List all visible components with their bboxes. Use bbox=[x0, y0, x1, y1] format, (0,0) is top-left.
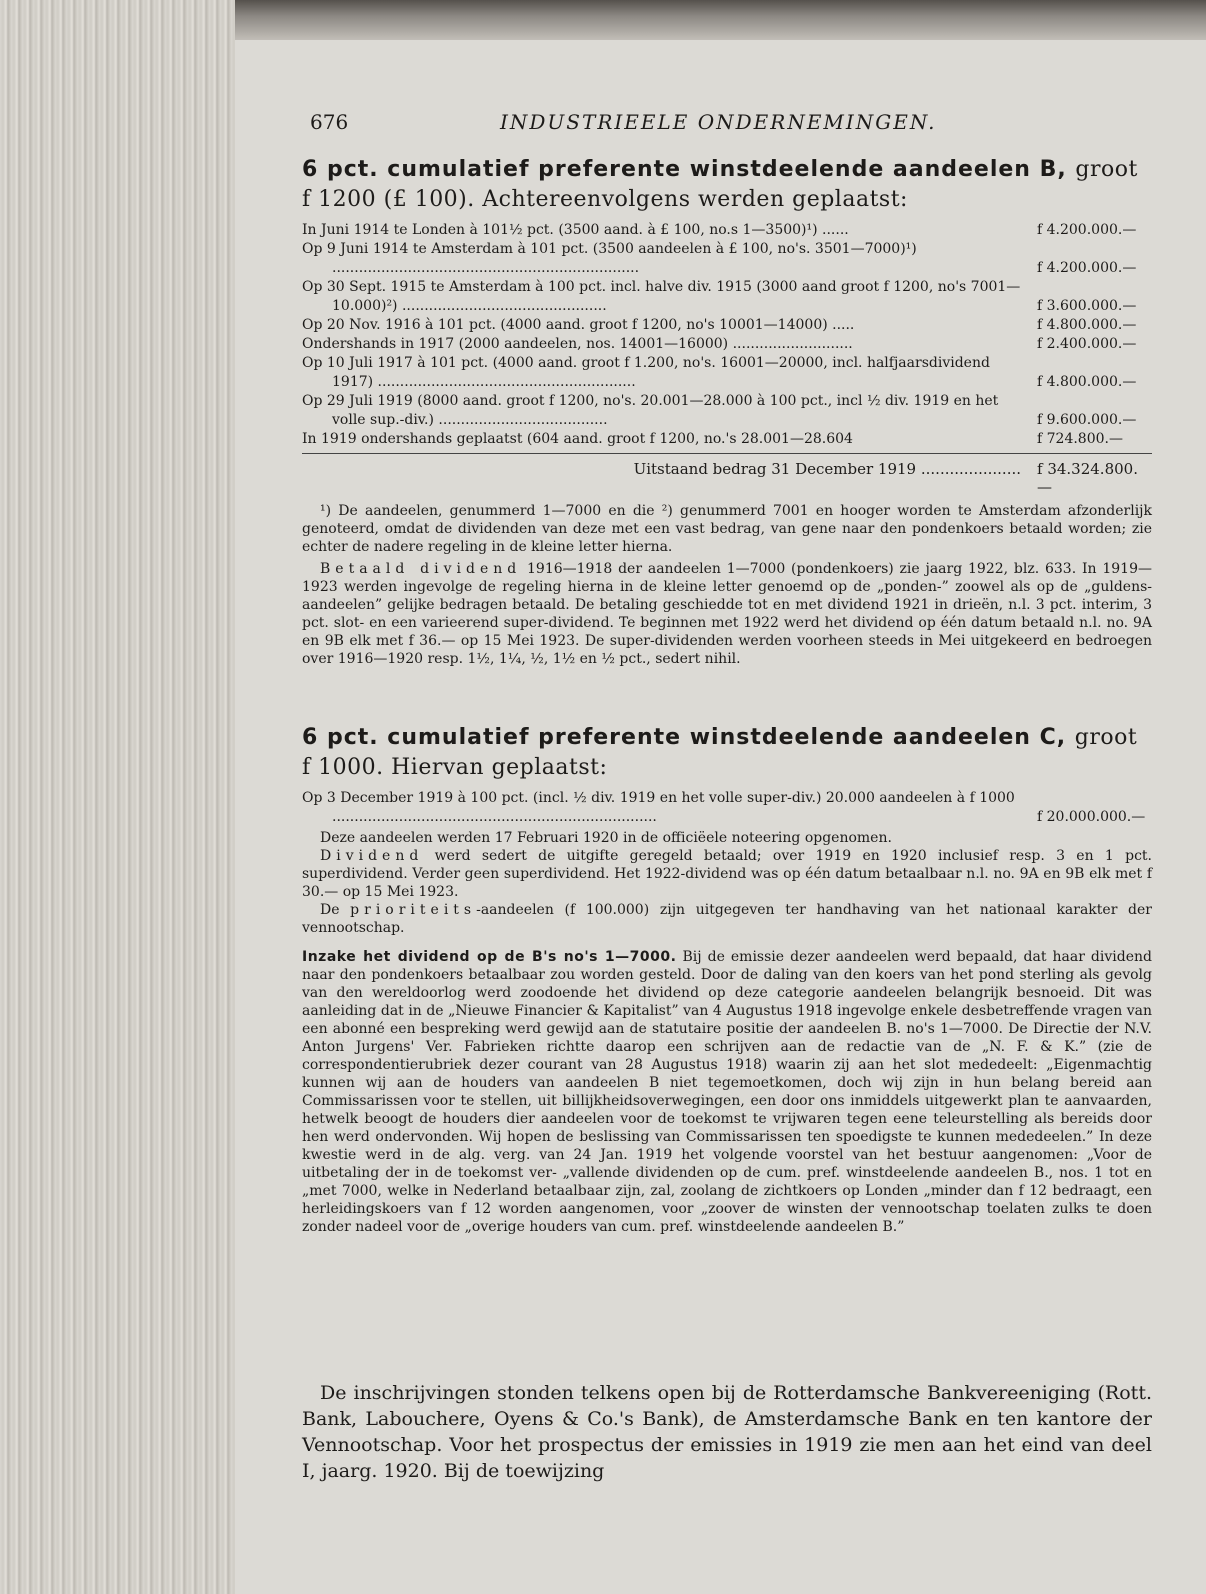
inzake-section bbox=[302, 948, 1152, 1236]
emission-amount: f 4.800.000.— bbox=[1037, 374, 1137, 390]
emission-desc: Op 9 Juni 1914 te Amsterdam à 101 pct. (3500 aandeelen à £ 100, no's. 3501—7000)¹) ..................................................................... bbox=[302, 241, 917, 276]
note-officieele-noteering: Deze aandeelen werden 17 Februari 1920 in de officiëele noteering opgenomen. bbox=[320, 830, 892, 846]
section-c-heading-bold: 6 pct. cumulatief preferente winstdeelende aandeelen C, bbox=[302, 725, 1067, 750]
emission-desc: Op 29 Juli 1919 (8000 aand. groot f 1200, no's. 20.001—28.000 à 100 pct., incl ½ div. 1919 en het volle sup.-div.) ...................................... bbox=[302, 393, 999, 428]
emission-row bbox=[302, 335, 1152, 354]
dividend-paragraph-b bbox=[302, 560, 1152, 668]
emission-amount: f 4.800.000.— bbox=[1037, 317, 1137, 333]
emission-row bbox=[302, 354, 1152, 392]
emission-row bbox=[302, 392, 1152, 430]
footnote: ¹) De aandeelen, genummerd 1—7000 en die ²) genummerd 7001 en hooger worden te Amsterdam afzonderlijk genoteerd, omdat de dividenden van deze met een vast bedrag, van gene naar den pondenkoers betaald worden; zie echter de nadere regeling in de kleine letter hierna. bbox=[302, 503, 1152, 555]
emission-amount: f 724.800.— bbox=[1037, 431, 1123, 447]
closing-paragraph: De inschrijvingen stonden telkens open bij de Rotterdamsche Bankvereeniging (Rott. Bank, Labouchere, Oyens & Co.'s Bank), de Amsterdamsche Bank en ten kantore der Vennootschap. Voor het prospectus der emissies in 1919 zie men aan het eind van deel I, jaarg. 1920. Bij de toewijzing bbox=[302, 1382, 1152, 1482]
dividend-lead: Betaald dividend bbox=[320, 561, 522, 577]
emission-amount: f 3.600.000.— bbox=[1037, 298, 1137, 314]
emission-row bbox=[302, 221, 1152, 240]
dividend-lead: Dividend bbox=[320, 848, 424, 864]
dividend-text: werd sedert de uitgifte geregeld betaald; over 1919 en 1920 inclusief resp. 3 en 1 pct. superdividend. Verder geen superdividend. Het 1922-dividend was op één datum betaalbaar n.l. no. 9A en 9B elk met f 30.— op 15 Mei 1923. bbox=[302, 848, 1152, 900]
priority-lead: prioriteits bbox=[350, 902, 477, 918]
emission-desc: In 1919 ondershands geplaatst (604 aand. groot f 1200, no.'s 28.001—28.604 bbox=[302, 431, 853, 447]
emission-amount: f 4.200.000.— bbox=[1037, 222, 1137, 238]
section-c-heading bbox=[302, 723, 1152, 783]
emission-desc: Op 10 Juli 1917 à 101 pct. (4000 aand. groot f 1.200, no's. 16001—20000, incl. halfjaarsdividend 1917) .......................................................... bbox=[302, 355, 990, 390]
inzake-lead: Inzake het dividend op de B's no's 1—7000. bbox=[302, 949, 677, 965]
emission-desc: Op 3 December 1919 à 100 pct. (incl. ½ div. 1919 en het volle super-div.) 20.000 aandeelen à f 1000 ......................................................................... bbox=[302, 790, 1015, 825]
emission-row bbox=[302, 278, 1152, 316]
emission-desc: In Juni 1914 te Londen à 101½ pct. (3500 aand. à £ 100, no.s 1—3500)¹) ...... bbox=[302, 222, 849, 238]
emission-row bbox=[302, 316, 1152, 335]
section-b bbox=[302, 155, 1152, 668]
total-amount: f 34.324.800.— bbox=[1037, 460, 1138, 496]
book-page-edges bbox=[0, 0, 235, 1594]
closing-section bbox=[302, 1380, 1152, 1484]
page-header bbox=[310, 110, 1190, 140]
total-label: Uitstaand bedrag 31 December 1919 ..................... bbox=[633, 460, 1021, 478]
emission-list-b bbox=[302, 221, 1152, 449]
emission-amount: f 2.400.000.— bbox=[1037, 336, 1137, 352]
page-number: 676 bbox=[310, 110, 349, 134]
dividend-text: 1916—1918 der aandeelen 1—7000 (pondenkoers) zie jaarg 1922, blz. 633. In 1919—1923 werden ingevolge de regeling hierna in de kleine letter genoemd op de „ponden-” zoowel als op de „guldens-aandeelen” gelijke bedragen betaald. De betaling geschiedde tot en met dividend 1921 in drieën, n.l. 3 pct. interim, 3 pct. slot- en een varieerend super-dividend. Te beginnen met 1922 werd het dividend op één datum betaald n.l. no. 9A en 9B elk met f 36.— op 15 Mei 1923. De super-dividenden werden voorheen steeds in Mei uitgekeerd en bedroegen over 1916—1920 resp. 1½, 1¼, ½, 1½ en ½ pct., sedert nihil. bbox=[302, 561, 1152, 667]
priority-pre: De bbox=[320, 902, 351, 918]
emission-desc: Ondershands in 1917 (2000 aandeelen, nos. 14001—16000) ........................... bbox=[302, 336, 853, 352]
inzake-text: Bij de emissie dezer aandeelen werd bepaald, dat haar dividend naar den pondenkoers betaalbaar zou worden gesteld. Door de daling van den koers van het pond sterling als gevolg van den wereldoorlog werd zoodoende het dividend op deze categorie aandeelen belangrijk besnoeid. Dit was aanleiding dat in de „Nieuwe Financier & Kapitalist” van 4 Augustus 1918 ingevolge enkele desbetreffende vragen van een abonné een bespreking werd gewijd aan de statutaire positie der aandeelen B. no's 1—7000. De Directie der N.V. Anton Jurgens' Ver. Fabrieken richtte daarop een schrijven aan de redactie van de „N. F. & K.” (zie de correspondentierubriek dezer courant van 28 Augustus 1918) waarin zij aan het slot mededeelt: „Eigenmachtig kunnen wij aan de houders van aandeelen B niet tegemoetkomen, doch wij zijn in hun belang bereid aan Commissarissen voor te stellen, uit billijkheidsoverwegingen, een door ons inmiddels uitgewerkt plan te aanvaarden, hetwelk beoogt de houders dier aandeelen voor de toekomst te vrijwaren tegen eene teleurstelling als bereids door hen werd ondervonden. Wij hopen de beslissing van Commissarissen ten spoedigste te kunnen mededeelen.” In deze kwestie werd in de alg. verg. van 24 Jan. 1919 het volgende voorstel van het bestuur aangenomen: „Voor de uitbetaling der in de toekomst ver- „vallende dividenden op de cum. pref. winstdeelende aandeelen B., nos. 1 tot en „met 7000, welke in Nederland betaalbaar zijn, zal, zoolang de zichtkoers op Londen „minder dan f 12 bedraagt, een herleidingskoers van f 12 worden aangenomen, voor „zoover de winsten der vennootschap toelaten zulks te doen zonder nadeel voor de „overige houders van cum. pref. winstdeelende aandeelen B.” bbox=[302, 949, 1152, 1235]
emission-amount: f 9.600.000.— bbox=[1037, 412, 1137, 428]
priority-text: -aandeelen (f 100.000) zijn uitgegeven ter handhaving van het nationaal karakter der vennootschap. bbox=[302, 902, 1152, 936]
dividend-paragraph-c bbox=[302, 847, 1152, 901]
section-b-heading-bold: 6 pct. cumulatief preferente winstdeelende aandeelen B, bbox=[302, 157, 1067, 182]
emission-desc: Op 30 Sept. 1915 te Amsterdam à 100 pct. incl. halve div. 1915 (3000 aand groot f 1200, no's 7001—10.000)²) .............................................. bbox=[302, 279, 1021, 314]
section-c-heading-rest: f 1000. Hiervan geplaatst: bbox=[302, 755, 608, 780]
section-b-heading-groot: groot bbox=[1075, 157, 1138, 182]
emission-desc: Op 20 Nov. 1916 à 101 pct. (4000 aand. groot f 1200, no's 10001—14000) ..... bbox=[302, 317, 855, 333]
emission-row bbox=[302, 240, 1152, 278]
section-c-heading-groot: groot bbox=[1074, 725, 1138, 750]
inzake-paragraph bbox=[302, 948, 1152, 1236]
emission-amount: f 4.200.000.— bbox=[1037, 260, 1137, 276]
emission-row bbox=[302, 430, 1152, 449]
total-outstanding bbox=[302, 453, 1152, 496]
section-b-heading bbox=[302, 155, 1152, 215]
section-b-heading-rest: f 1200 (£ 100). Achtereenvolgens werden geplaatst: bbox=[302, 187, 908, 212]
emission-row bbox=[302, 789, 1152, 827]
running-title: INDUSTRIEELE ONDERNEMINGEN. bbox=[500, 110, 937, 134]
section-c bbox=[302, 723, 1152, 937]
emission-amount: f 20.000.000.— bbox=[1037, 809, 1146, 825]
priority-paragraph bbox=[302, 901, 1152, 937]
book-page bbox=[235, 40, 1206, 1594]
emission-list-c bbox=[302, 789, 1152, 827]
